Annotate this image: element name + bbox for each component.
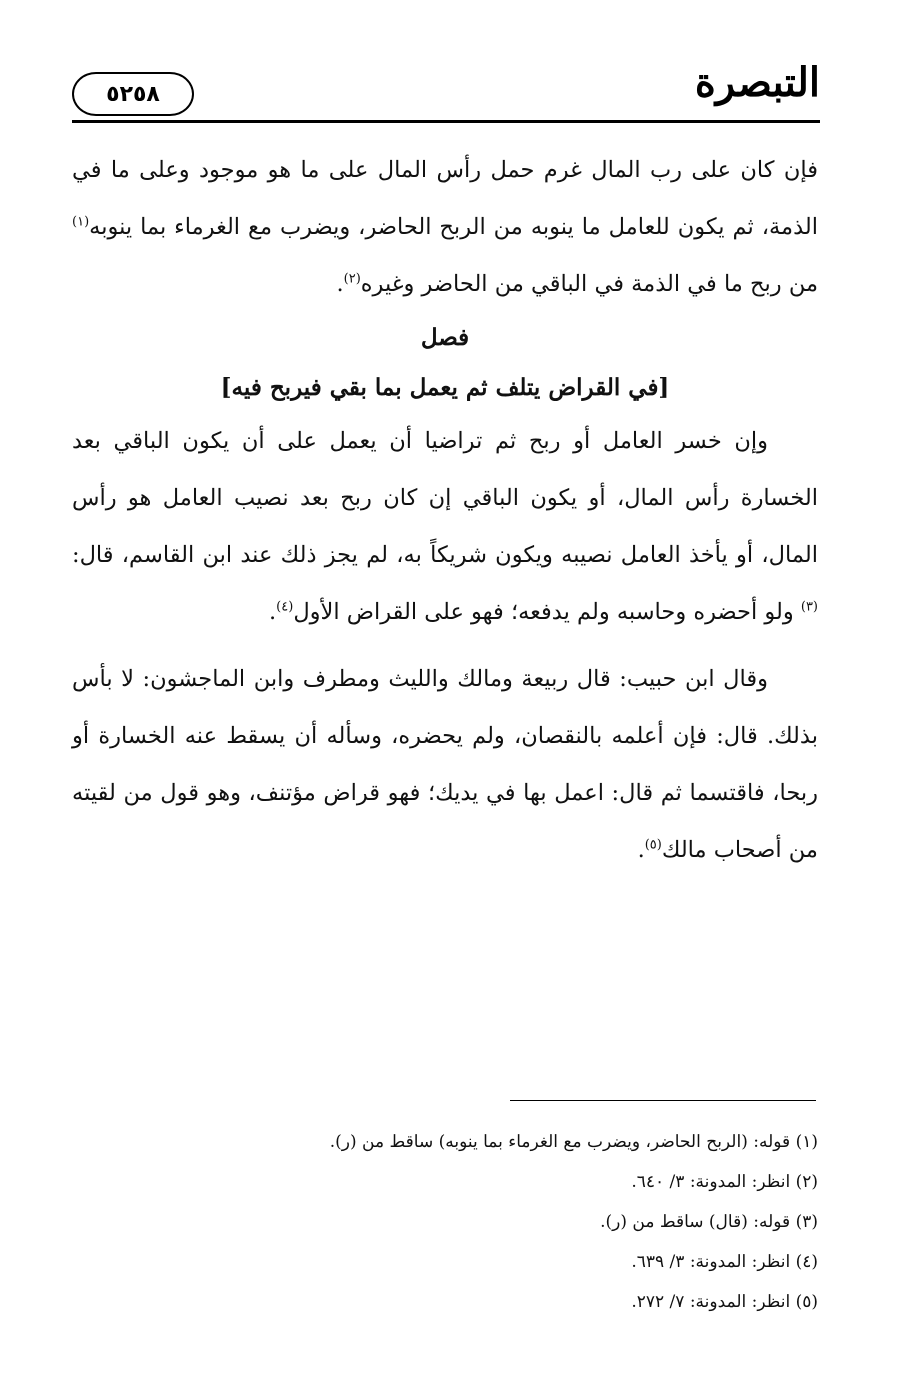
book-title: التبصرة [694, 59, 820, 106]
main-text [72, 142, 818, 879]
header-divider [72, 120, 820, 123]
footnotes [72, 1122, 818, 1322]
section-subheading: [في القراض يتلف ثم يعمل بما بقي فيربح فيه] [220, 374, 670, 401]
paragraph-1-text-a: فإن كان على رب المال غرم حمل رأس المال على ما هو موجود وعلى ما في الذمة، ثم يكون للعامل ما ينوبه من الربح الحاضر، ويضرب مع الغرماء بما ينوبه [72, 157, 818, 240]
footnote-5: (٥) انظر: المدونة: ٧/ ٢٧٢. [631, 1292, 818, 1312]
paragraph-1-text-b: من ربح ما في الذمة في الباقي من الحاضر وغيره [360, 271, 818, 297]
footnote-ref-2[interactable]: (٢) [343, 271, 361, 287]
paragraph-1-text-c: . [336, 271, 344, 297]
paragraph-2-text-c: . [269, 599, 277, 625]
footnote-1: (١) قوله: (الربح الحاضر، ويضرب مع الغرماء بما ينوبه) ساقط من (ر). [329, 1132, 818, 1152]
footnote-4: (٤) انظر: المدونة: ٣/ ٦٣٩. [631, 1252, 818, 1272]
paragraph-3 [72, 651, 818, 879]
paragraph-3-text-b: . [637, 837, 645, 863]
page-number: ٥٢٥٨ [72, 72, 194, 116]
footnote-ref-5[interactable]: (٥) [644, 837, 662, 853]
footnote-divider [510, 1100, 816, 1101]
footnote-2: (٢) انظر: المدونة: ٣/ ٦٤٠. [631, 1172, 818, 1192]
paragraph-2-text-a: وإن خسر العامل أو ربح ثم تراضيا أن يعمل على أن يكون الباقي بعد الخسارة رأس المال، أو يكون الباقي إن كان ربح بعد نصيب العامل هو رأس المال، أو يأخذ العامل نصيبه ويكون شريكاً به، لم يجز ذلك عند ابن القاسم، قال: [72, 428, 818, 568]
paragraph-1 [72, 142, 818, 313]
footnote-ref-1[interactable]: (١) [72, 214, 90, 230]
footnote-ref-3[interactable]: (٣) [800, 599, 818, 615]
footnote-ref-4[interactable]: (٤) [276, 599, 294, 615]
footnote-3: (٣) قوله: (قال) ساقط من (ر). [600, 1212, 818, 1232]
page-header [72, 60, 820, 126]
section-heading: فصل [420, 324, 470, 351]
paragraph-2 [72, 413, 818, 641]
paragraph-2-text-b: ولو أحضره وحاسبه ولم يدفعه؛ فهو على القراض الأول [293, 599, 801, 625]
paragraph-3-text-a: وقال ابن حبيب: قال ربيعة ومالك والليث ومطرف وابن الماجشون: لا بأس بذلك. قال: فإن أعلمه بالنقصان، ولم يحضره، وسأله أن يسقط عنه الخسارة أو ربحا، فاقتسما ثم قال: اعمل بها في يديك؛ فهو قراض مؤتنف، وهو قول من لقيته من أصحاب مالك [72, 666, 818, 863]
